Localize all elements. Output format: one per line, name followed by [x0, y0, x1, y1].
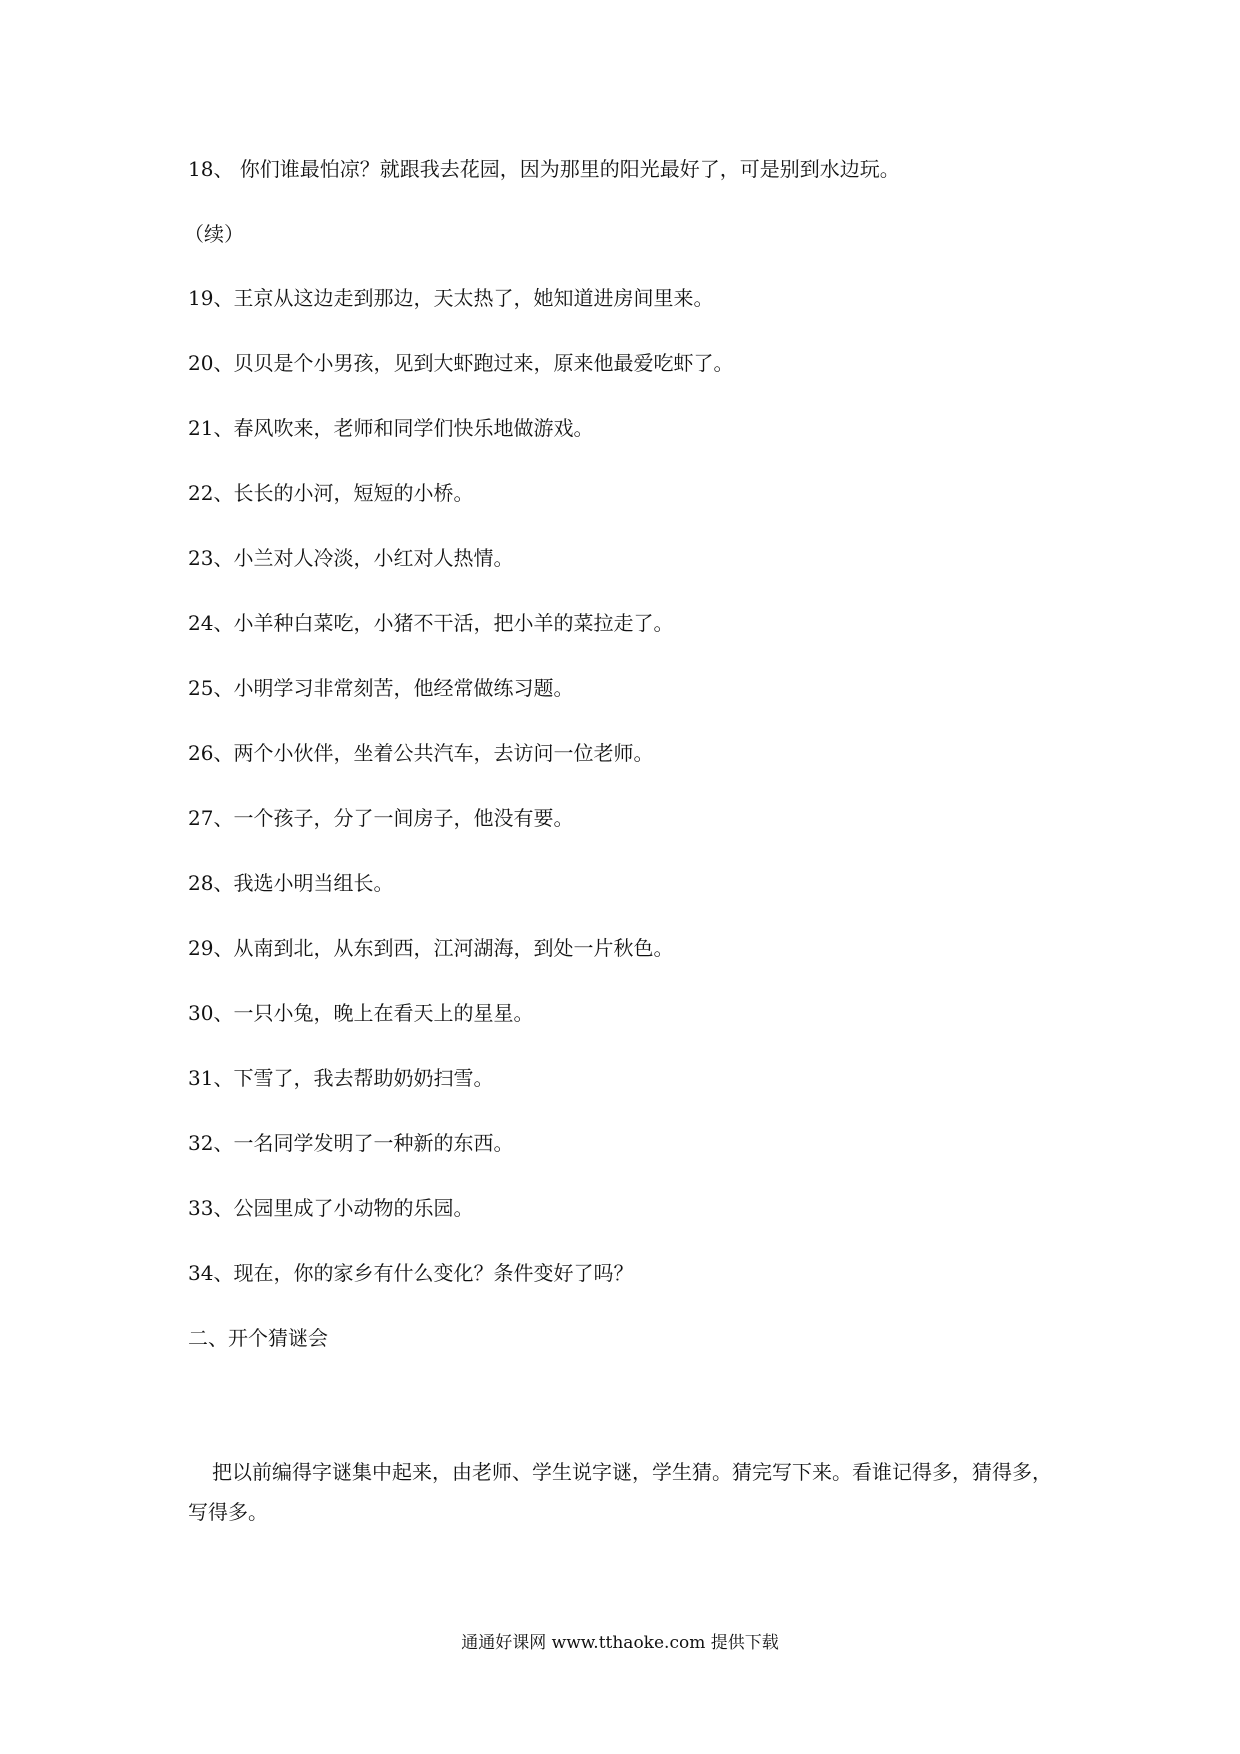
- sentence-32: 32、一名同学发明了一种新的东西。: [188, 1131, 514, 1155]
- continued-label: （续）: [184, 222, 244, 246]
- sentence-19: 19、王京从这边走到那边，天太热了，她知道进房间里来。: [188, 286, 714, 310]
- instruction-paragraph: 把以前编得字谜集中起来，由老师、学生说字谜，学生猜。猜完写下来。看谁记得多，猜得多，写得多。: [188, 1460, 1052, 1524]
- sentence-29: 29、从南到北，从东到西，江河湖海，到处一片秋色。: [188, 936, 674, 960]
- sentence-30: 30、一只小兔，晚上在看天上的星星。: [188, 1001, 534, 1025]
- sentence-34: 34、现在，你的家乡有什么变化？条件变好了吗？: [188, 1261, 634, 1285]
- sentence-20: 20、贝贝是个小男孩，见到大虾跑过来，原来他最爱吃虾了。: [188, 351, 734, 375]
- sentence-28: 28、我选小明当组长。: [188, 871, 394, 895]
- sentence-31: 31、下雪了，我去帮助奶奶扫雪。: [188, 1066, 494, 1090]
- page-footer: 通通好课网 www.tthaoke.com 提供下载: [461, 1633, 779, 1653]
- sentence-27: 27、一个孩子，分了一间房子，他没有要。: [188, 806, 574, 830]
- section-heading: 二、开个猜谜会: [188, 1326, 328, 1350]
- sentence-22: 22、长长的小河，短短的小桥。: [188, 481, 474, 505]
- sentence-24: 24、小羊种白菜吃，小猪不干活，把小羊的菜拉走了。: [188, 611, 674, 635]
- sentence-25: 25、小明学习非常刻苦，他经常做练习题。: [188, 676, 574, 700]
- sentence-33: 33、公园里成了小动物的乐园。: [188, 1196, 474, 1220]
- sentence-21: 21、春风吹来，老师和同学们快乐地做游戏。: [188, 416, 594, 440]
- sentence-18: 18、 你们谁最怕凉？就跟我去花园，因为那里的阳光最好了，可是别到水边玩。: [188, 157, 900, 181]
- sentence-23: 23、小兰对人冷淡，小红对人热情。: [188, 546, 514, 570]
- sentence-26: 26、两个小伙伴，坐着公共汽车，去访问一位老师。: [188, 741, 654, 765]
